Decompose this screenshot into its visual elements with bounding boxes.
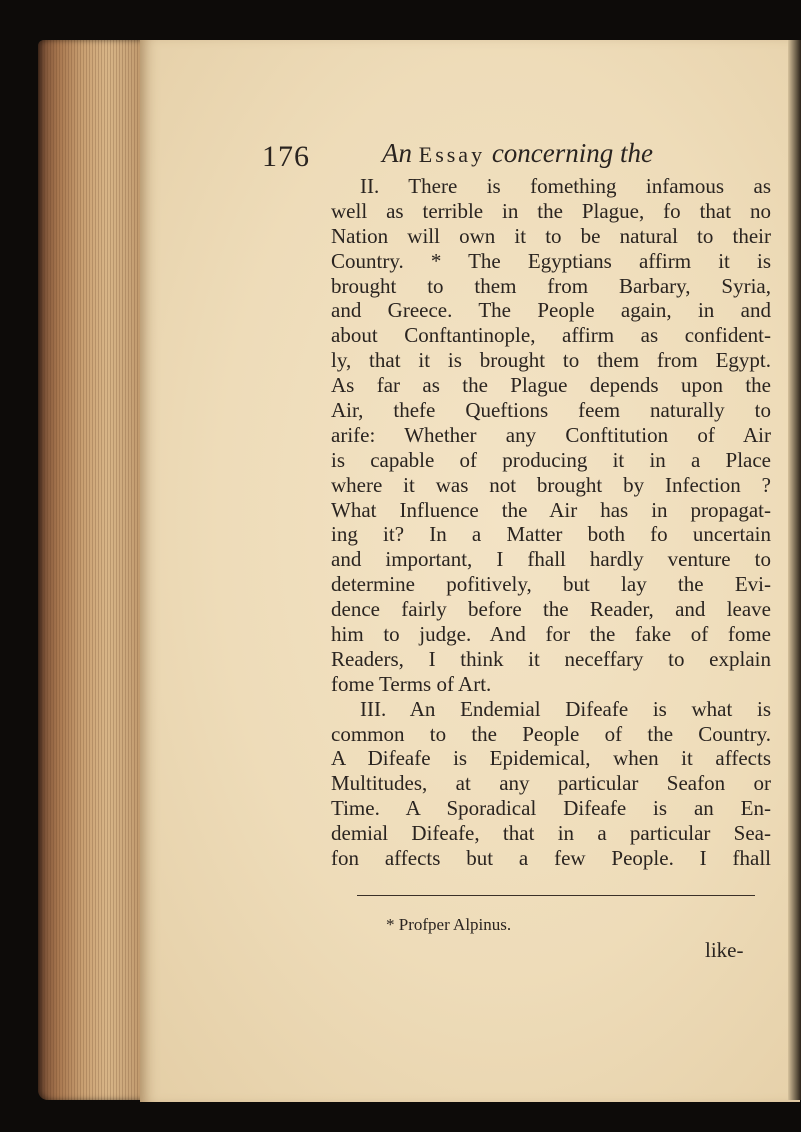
catchword: like-: [705, 938, 744, 962]
text-line: and Greece. The People again, in and: [331, 298, 771, 323]
text-line: arife: Whether any Conftitution of Air: [331, 422, 771, 447]
text-line: Multitudes, at any particular Seafon or: [331, 771, 771, 796]
running-head: [382, 138, 712, 169]
text-line: As far as the Plague depends upon the: [331, 373, 771, 398]
text-line: common to the People of the Country.: [331, 721, 771, 746]
text-line: demial Difeafe, that in a particular Sea-: [331, 821, 771, 846]
facing-page-edge: [788, 40, 801, 1100]
text-line: Nation will own it to be natural to their: [331, 223, 771, 248]
text-line: Time. A Sporadical Difeafe is an En-: [331, 796, 771, 821]
text-line: determine pofitively, but lay the Evi-: [331, 572, 771, 597]
running-head-prefix: An: [382, 138, 412, 168]
text-line: ly, that it is brought to them from Egypt.: [331, 348, 771, 373]
text-line: Air, thefe Queftions feem naturally to: [331, 398, 771, 423]
text-line: Country. * The Egyptians affirm it is: [331, 248, 771, 273]
text-line: II. There is fomething infamous as: [360, 174, 771, 198]
text-line: fon affects but a few People. I fhall: [331, 846, 771, 871]
text-line: What Influence the Air has in propagat-: [331, 497, 771, 522]
running-head-essay: Essay: [418, 142, 486, 167]
page-number: 176: [262, 140, 310, 173]
text-line: ing it? In a Matter both fo uncertain: [331, 522, 771, 547]
text-line: him to judge. And for the fake of fome: [331, 622, 771, 647]
text-line: is capable of producing it in a Place: [331, 447, 771, 472]
text-line: Readers, I think it neceffary to explain: [331, 646, 771, 671]
text-line: and important, I fhall hardly venture to: [331, 547, 771, 572]
text-line: fome Terms of Art.: [331, 671, 492, 696]
page-edges: [38, 40, 150, 1100]
text-line: well as terrible in the Plague, fo that no: [331, 198, 771, 223]
text-line: about Conftantinople, affirm as confident-: [331, 323, 771, 348]
text-line: A Difeafe is Epidemical, when it affects: [331, 746, 771, 771]
footnote-rule: [357, 895, 755, 896]
body-text: [331, 174, 771, 871]
running-head-suffix: concerning the: [491, 138, 654, 168]
footnote: * Profper Alpinus.: [386, 915, 512, 934]
text-line: brought to them from Barbary, Syria,: [331, 273, 771, 298]
text-line: III. An Endemial Difeafe is what is: [360, 696, 771, 721]
text-line: dence fairly before the Reader, and leave: [331, 597, 771, 622]
text-line: where it was not brought by Infection ?: [331, 472, 771, 497]
